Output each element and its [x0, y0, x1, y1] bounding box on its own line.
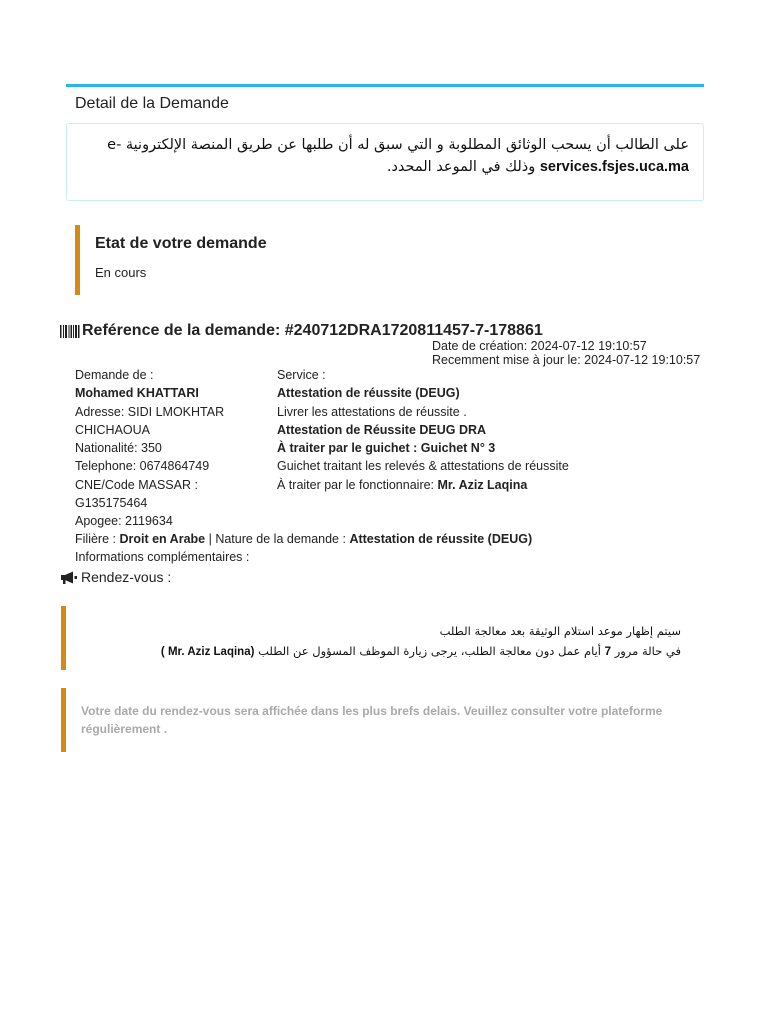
requester-name: Mohamed KHATTARI: [75, 386, 199, 401]
status-value: En cours: [95, 265, 147, 280]
service-label: Service :: [277, 368, 326, 382]
creation-date: Date de création: 2024-07-12 19:10:57: [432, 339, 647, 353]
dates-block: [432, 339, 700, 367]
rendezvous-line-1: سيتم إظهار موعد استلام الوثيقة بعد معالجة الطلب: [439, 624, 681, 638]
reference-label: Reférence de la demande: #240712DRA1720811457-7-178861: [82, 322, 543, 339]
requester-nationality: Nationalité: 350: [75, 441, 162, 456]
megaphone-icon: [60, 571, 77, 584]
service-name: Attestation de réussite (DEUG): [277, 386, 460, 401]
rendezvous-label: Rendez-vous :: [81, 569, 172, 585]
withdrawal-notice: [66, 123, 704, 201]
notice-line-2: وذلك في الموعد المحدد.: [386, 159, 540, 175]
reference-heading: [60, 322, 543, 340]
service-detail: Attestation de Réussite DEUG DRA: [277, 422, 487, 437]
notice-line-1: على الطالب أن يسحب الوثائق المطلوبة و التي سبق له أن طلبها عن طريق المنصة الإلكترونية -e: [107, 137, 689, 153]
rendezvous-info: [61, 606, 687, 670]
requester-telephone: Telephone: 0674864749: [75, 459, 210, 474]
status-panel: [75, 225, 695, 295]
filiere-line: Filière : Droit en Arabe | Nature de la demande : Attestation de réussite (DEUG): [75, 532, 533, 546]
requester-column: [75, 366, 265, 531]
nature-value: Attestation de réussite (DEUG): [349, 532, 533, 546]
service-guichet: À traiter par le guichet : Guichet N° 3: [277, 441, 496, 456]
rendezvous-line-2: في حالة مرور 7 أيام عمل دون معالجة الطلب، يرجى زيارة الموظف المسؤول عن الطلب (Mr. Aziz Laqina ): [160, 644, 681, 658]
barcode-icon: [60, 325, 80, 338]
update-date: Recemment mise à jour le: 2024-07-12 19:10:57: [432, 353, 701, 367]
filiere-value: Droit en Arabe: [119, 532, 206, 546]
service-guichet-desc: Guichet traitant les relevés & attestations de réussite: [277, 459, 569, 474]
requester-address: Adresse: SIDI LMOKHTAR CHICHAOUA: [75, 404, 225, 437]
rendezvous-heading: [60, 569, 171, 585]
service-agent: À traiter par le fonctionnaire: Mr. Aziz Laqina: [277, 477, 528, 492]
rendezvous-notice: Votre date du rendez-vous sera affichée dans les plus brefs delais. Veuillez consulter votre plateforme régulièrement .: [61, 688, 687, 752]
extra-info-label: Informations complémentaires :: [75, 550, 250, 564]
platform-link[interactable]: services.fsjes.uca.ma: [539, 159, 689, 175]
service-description: Livrer les attestations de réussite .: [277, 404, 467, 419]
requester-cne: CNE/Code MASSAR : G135175464: [75, 477, 198, 511]
status-title: Etat de votre demande: [95, 235, 267, 252]
request-detail-card: [66, 84, 704, 201]
requester-apogee: Apogee: 2119634: [75, 514, 173, 529]
requester-label: Demande de :: [75, 368, 154, 382]
card-title: Detail de la Demande: [75, 95, 229, 112]
service-column: [277, 366, 697, 494]
